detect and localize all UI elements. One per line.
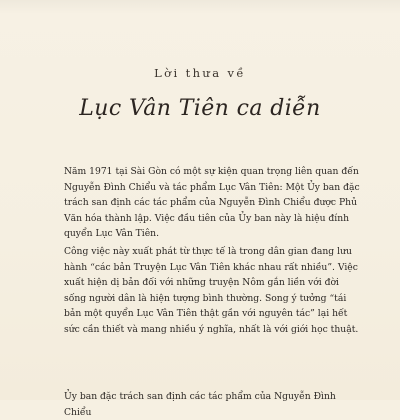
body-paragraph-3: Ủy ban đặc trách san định các tác phẩm của Nguyễn Đình Chiểu <box>64 391 336 418</box>
section-kicker: Lời thưa về <box>154 66 246 80</box>
body-paragraph-2: Công việc này xuất phát từ thực tế là trong dân gian đang lưu hành “các bản Truyện Lục Vân Tiên khác nhau rất nhiều”. Việc xuất hiện dị bản đối với những truyện Nôm gắn liền với đời sống người dân là hiện tượng bình thường. Song ý tưởng “tái bản một quyển Lục Vân Tiên thật gần với nguyên tác” lại hết sức cần thiết và mang nhiều ý nghĩa, nhất là với giới học thuật. <box>64 246 359 335</box>
page-title: Lục Vân Tiên ca diễn <box>79 96 321 121</box>
body-paragraph-1: Năm 1971 tại Sài Gòn có một sự kiện quan trọng liên quan đến Nguyễn Đình Chiểu và tác phẩm Lục Vân Tiên: Một Ủy ban đặc trách san định các tác phẩm của Nguyễn Đình Chiểu được Phủ Văn hóa thành lập. Việc đầu tiên của Ủy ban này là hiệu đính quyển Lục Vân Tiên. <box>64 166 360 240</box>
page-shadow <box>0 0 400 14</box>
